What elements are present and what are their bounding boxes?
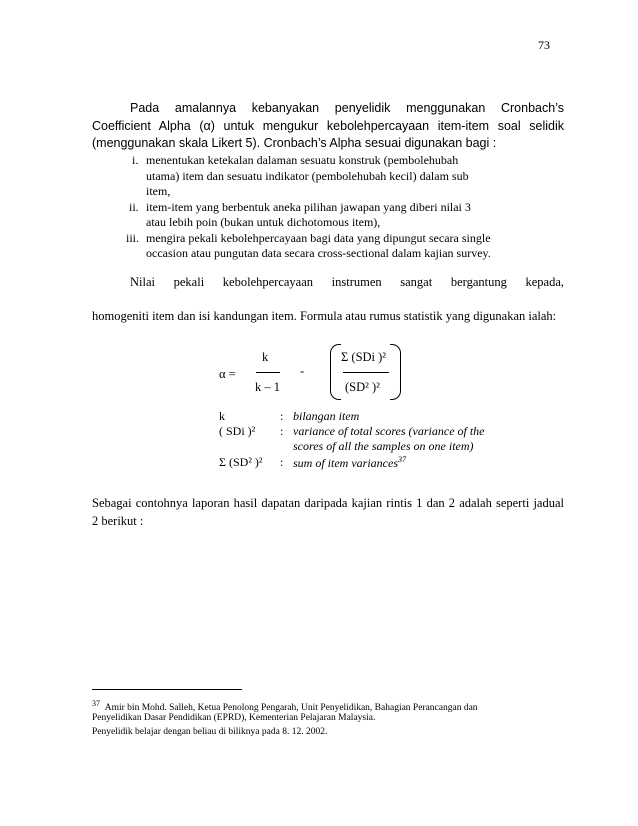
footnote-line-1 [92,699,478,713]
formula-numerator-right: Σ (SDi )² [341,350,387,364]
definition-meaning [293,455,406,471]
footnote-line-2: Penyelidikan Dasar Pendidikan (EPRD), Kementerian Pelajaran Malaysia. [92,713,376,723]
footnote-number: 37 [92,699,100,708]
paragraph-1-line-3: (menggunakan skala Likert 5). Cronbach’s Alpha sesuai digunakan bagi : [92,136,497,150]
formula-numerator-left: k [262,350,269,364]
footnote-rule [92,689,242,690]
right-parenthesis [390,344,401,400]
list-item-3-line-2: occasion atau pungutan data secara cross-sectional dalam kajian survey. [146,246,491,260]
definition-meaning-text: sum of item variances [293,456,398,470]
formula-denominator-right: (SD² )² [345,380,380,394]
definition-colon: : [280,455,284,469]
paragraph-2-line-1: Nilai pekali kebolehpercayaan instrumen sangat bergantung kepada, [130,275,564,289]
paragraph-3-line-1: Sebagai contohnya laporan hasil dapatan daripada kajian rintis 1 dan 2 adalah seperti jadual [92,496,564,510]
footnote-text-1: Amir bin Mohd. Salleh, Ketua Penolong Pengarah, Unit Penyelidikan, Bahagian Perancangan dan [104,703,478,714]
definition-symbol: ( SDi )² [219,424,256,438]
fraction-bar-right [343,372,389,373]
formula-denominator-left: k – 1 [255,380,280,394]
definition-meaning: bilangan item [293,409,360,423]
alpha-equals: α = [219,367,236,381]
footnote-reference: 37 [397,455,406,464]
list-item-1-line-3: item, [146,184,171,198]
list-marker: iii. [126,231,140,245]
definition-meaning: variance of total scores (variance of the [293,424,485,438]
list-marker: ii. [129,200,139,214]
formula-minus: - [300,364,305,378]
list-item-2-line-1: item-item yang berbentuk aneka pilihan jawapan yang diberi nilai 3 [146,200,471,214]
list-item-2-line-2: atau lebih poin (bukan untuk dichotomous item), [146,215,381,229]
list-item-3-line-1: mengira pekali kebolehpercayaan bagi data yang dipungut secara single [146,231,491,245]
list-marker: i. [132,153,139,167]
left-parenthesis [330,344,341,400]
page-number: 73 [538,38,550,52]
definition-meaning-continued: scores of all the samples on one item) [293,439,474,453]
definition-colon: : [280,424,284,438]
paragraph-1-line-2: Coefficient Alpha (α) untuk mengukur kebolehpercayaan item-item soal selidik [92,119,564,133]
paragraph-2-line-2: homogeniti item dan isi kandungan item. Formula atau rumus statistik yang digunakan ialah: [92,309,557,323]
definition-symbol: k [219,409,225,423]
paragraph-3-line-2: 2 berikut : [92,514,144,528]
definition-colon: : [280,409,284,423]
list-item-1-line-1: menentukan ketekalan dalaman sesuatu konstruk (pembolehubah [146,153,459,167]
paragraph-1-line-1: Pada amalannya kebanyakan penyelidik menggunakan Cronbach’s [130,101,564,115]
footnote-line-3: Penyelidik belajar dengan beliau di biliknya pada 8. 12. 2002. [92,727,328,737]
list-item-1-line-2: utama) item dan sesuatu indikator (pembolehubah kecil) dalam sub [146,169,469,183]
definition-symbol: Σ (SD² )² [219,455,263,469]
fraction-bar-left [256,372,280,373]
